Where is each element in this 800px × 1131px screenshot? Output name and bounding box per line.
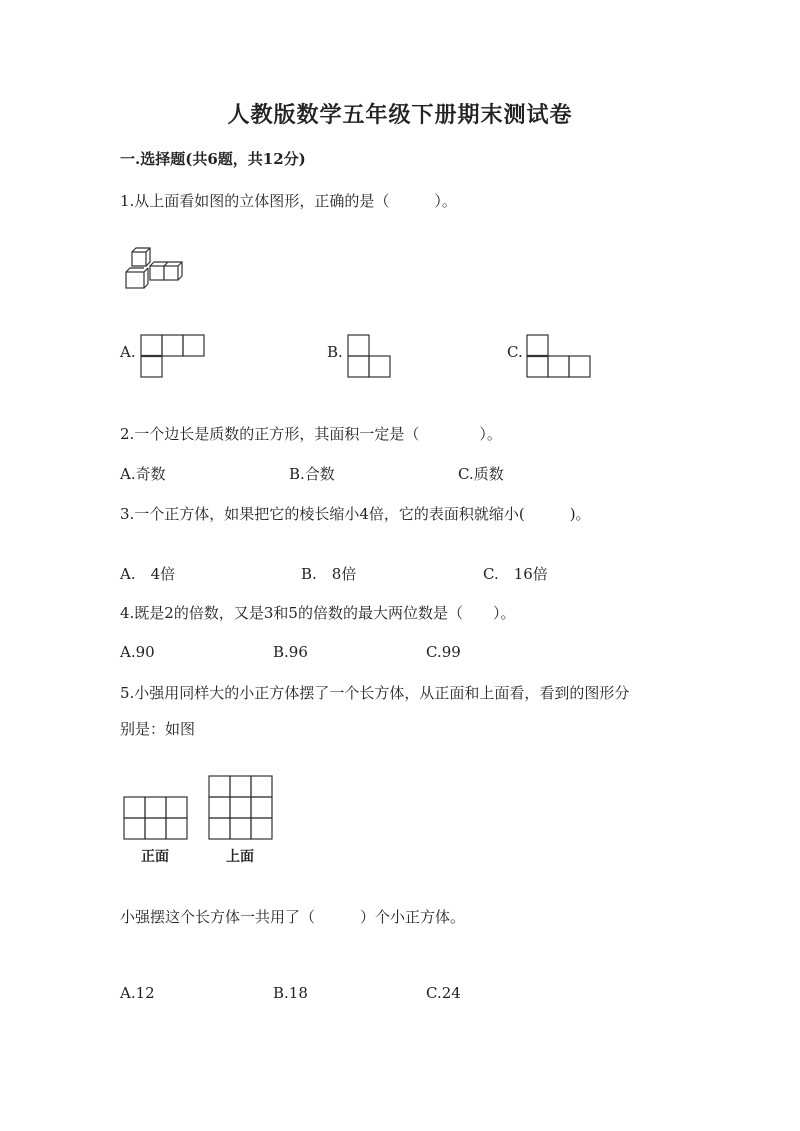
question-5-text-line2: 别是：如图: [120, 720, 196, 738]
q5-front-view-figure: [123, 796, 191, 840]
q1-option-a-figure: [140, 334, 208, 380]
q1-option-b: B.: [327, 343, 343, 361]
q4-option-b: B.96: [273, 643, 308, 661]
section-heading: 一.选择题(共6题，共12分): [120, 150, 306, 168]
question-4-text: 4.既是2的倍数，又是3和5的倍数的最大两位数是（ ）。: [120, 604, 516, 622]
q2-option-a: A.奇数: [120, 465, 166, 483]
q1-option-b-figure: [347, 334, 395, 382]
question-3-text: 3.一个正方体，如果把它的棱长缩小4倍，它的表面积就缩小( )。: [120, 505, 591, 523]
q2-option-c: C.质数: [458, 465, 504, 483]
q2-option-b: B.合数: [289, 465, 335, 483]
q1-option-c-figure: [526, 334, 596, 382]
q1-option-a: A.: [120, 343, 136, 361]
question-5-text-line1: 5.小强用同样大的小正方体摆了一个长方体，从正面和上面看，看到的图形分: [120, 684, 630, 702]
q5-top-view-figure: [208, 775, 276, 841]
q3-option-a: A. 4倍: [120, 565, 176, 583]
q5-option-a: A.12: [120, 984, 155, 1002]
q5-top-view-label: 上面: [226, 849, 254, 865]
q4-option-a: A.90: [120, 643, 155, 661]
q5-front-view-label: 正面: [141, 849, 169, 865]
q5-option-c: C.24: [426, 984, 461, 1002]
q3-option-c: C. 16倍: [483, 565, 548, 583]
question-5-subtext: 小强摆这个长方体一共用了（ ）个小正方体。: [120, 908, 466, 926]
question-1-text: 1.从上面看如图的立体图形，正确的是（ ）。: [120, 192, 457, 210]
q1-solid-figure: [122, 244, 188, 290]
q1-option-c: C.: [507, 343, 523, 361]
q3-option-b: B. 8倍: [301, 565, 357, 583]
q5-option-b: B.18: [273, 984, 308, 1002]
question-2-text: 2.一个边长是质数的正方形，其面积一定是（ ）。: [120, 425, 502, 443]
q4-option-c: C.99: [426, 643, 461, 661]
page-title: 人教版数学五年级下册期末测试卷: [227, 102, 573, 128]
